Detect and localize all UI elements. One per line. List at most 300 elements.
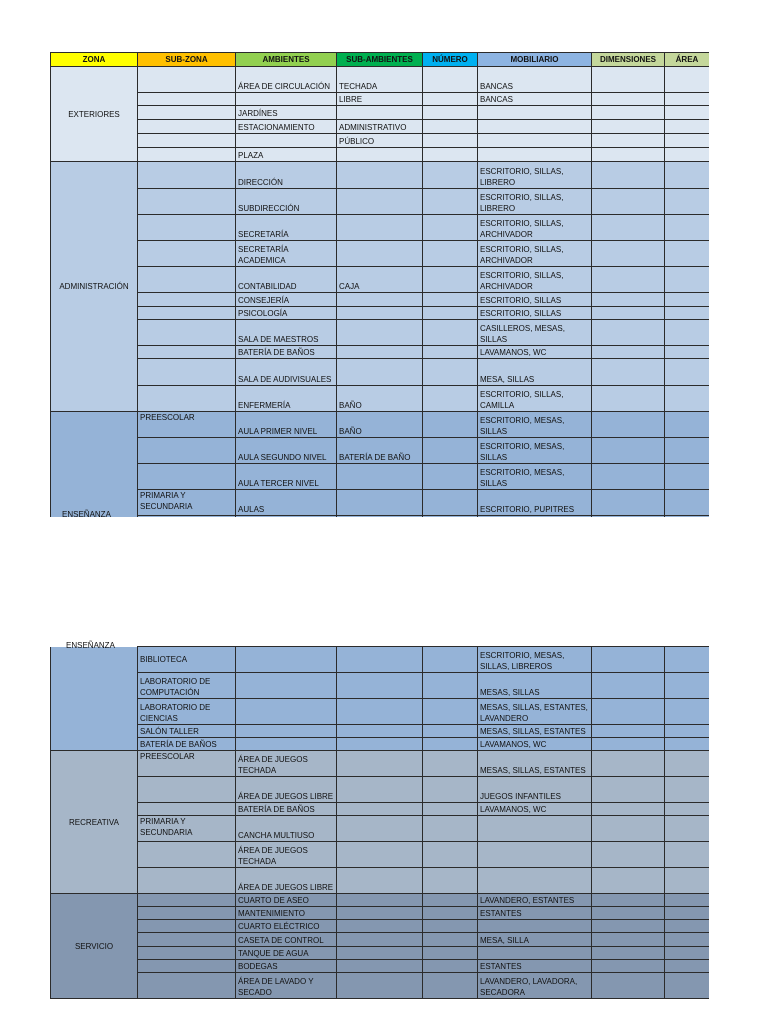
cell	[138, 920, 236, 933]
cell	[592, 699, 665, 725]
cell	[423, 189, 478, 215]
cell	[592, 267, 665, 293]
cell	[423, 307, 478, 320]
cell	[592, 973, 665, 999]
cell: ESCRITORIO, SILLAS, LIBRERO	[478, 162, 592, 189]
cell	[423, 215, 478, 241]
table-row	[51, 106, 710, 120]
program-table	[50, 52, 709, 517]
cell: BANCAS	[478, 93, 592, 106]
cell	[423, 699, 478, 725]
cell: ESCRITORIO, MESAS, SILLAS, LIBREROS	[478, 647, 592, 673]
cell	[423, 777, 478, 803]
table-row	[51, 267, 710, 293]
cell: CONTABILIDAD	[236, 267, 337, 293]
cell: CANCHA MULTIUSO	[236, 816, 337, 842]
cell	[138, 93, 236, 106]
cell: ÁREA DE JUEGOS LIBRE	[236, 868, 337, 894]
cell: TECHADA	[337, 67, 423, 93]
cell	[423, 933, 478, 947]
table-row	[51, 933, 710, 947]
cell	[138, 868, 236, 894]
table-row	[51, 751, 710, 777]
table-page-2	[50, 639, 709, 1006]
cell	[423, 842, 478, 868]
cell	[423, 148, 478, 162]
cell	[592, 359, 665, 386]
cell	[592, 134, 665, 148]
cell: MESA, SILLA	[478, 933, 592, 947]
cell: AULA PRIMER NIVEL	[236, 412, 337, 438]
cell	[592, 307, 665, 320]
cell	[665, 307, 710, 320]
cell: ESCRITORIO, SILLAS, LIBRERO	[478, 189, 592, 215]
cell	[138, 438, 236, 464]
cell	[665, 267, 710, 293]
cell: MANTENIMIENTO	[236, 907, 337, 920]
cell: LAVANDERO, LAVADORA, SECADORA	[478, 973, 592, 999]
cell	[665, 725, 710, 738]
cell	[138, 148, 236, 162]
cell	[423, 920, 478, 933]
cell	[423, 106, 478, 120]
cell	[592, 516, 665, 518]
header-row	[51, 53, 710, 67]
cell	[478, 134, 592, 148]
cell	[138, 516, 236, 518]
cell	[478, 868, 592, 894]
cell: MESA, SILLAS	[478, 359, 592, 386]
table-row	[51, 189, 710, 215]
cell: ÁREA DE CIRCULACIÓN	[236, 67, 337, 93]
cell: JUEGOS INFANTILES	[478, 777, 592, 803]
cell	[337, 490, 423, 516]
zone-cell: ADMINISTRACIÓN	[51, 162, 138, 412]
header-numero: NÚMERO	[423, 53, 478, 67]
table-row	[51, 307, 710, 320]
cell	[337, 933, 423, 947]
cell	[665, 293, 710, 307]
cell	[337, 241, 423, 267]
cell	[592, 293, 665, 307]
cell	[138, 907, 236, 920]
cell	[423, 973, 478, 999]
table-row	[51, 907, 710, 920]
cell	[665, 907, 710, 920]
cell	[592, 438, 665, 464]
cell: BODEGAS	[236, 960, 337, 973]
cell	[423, 134, 478, 148]
table-row	[51, 803, 710, 816]
table-row	[51, 67, 710, 93]
cell	[423, 359, 478, 386]
cell	[665, 134, 710, 148]
cell	[592, 842, 665, 868]
table-row	[51, 120, 710, 134]
cell: ENFERMERÍA	[236, 386, 337, 412]
cell	[337, 106, 423, 120]
cell	[337, 699, 423, 725]
cell: SECRETARÍA ACADEMICA	[236, 241, 337, 267]
cell	[592, 106, 665, 120]
cell	[236, 673, 337, 699]
cell	[665, 673, 710, 699]
cell	[592, 148, 665, 162]
cell	[423, 490, 478, 516]
table-row	[51, 162, 710, 189]
cell	[592, 189, 665, 215]
cell	[236, 516, 337, 518]
cell	[592, 647, 665, 673]
cell	[592, 346, 665, 359]
table-row	[51, 868, 710, 894]
table-row	[51, 215, 710, 241]
table-row	[51, 842, 710, 868]
cell: LABORATORIO DE CIENCIAS	[138, 699, 236, 725]
cell	[236, 134, 337, 148]
cell: ÁREA DE JUEGOS LIBRE	[236, 777, 337, 803]
header-sub-zona: SUB-ZONA	[138, 53, 236, 67]
cell	[665, 803, 710, 816]
cell	[592, 868, 665, 894]
cell: MESAS, SILLAS, ESTANTES	[478, 751, 592, 777]
header-dimensiones: DIMENSIONES	[592, 53, 665, 67]
cell: PREESCOLAR	[138, 412, 236, 438]
cell	[592, 947, 665, 960]
cell	[592, 241, 665, 267]
cell: PREESCOLAR	[138, 751, 236, 777]
cell	[138, 189, 236, 215]
cell	[337, 842, 423, 868]
cell: DIRECCIÓN	[236, 162, 337, 189]
cell	[665, 947, 710, 960]
cell	[665, 842, 710, 868]
cell: MESAS, SILLAS, ESTANTES	[478, 725, 592, 738]
cell	[337, 947, 423, 960]
cell	[665, 67, 710, 93]
cell: LABORATORIO DE COMPUTACIÓN	[138, 673, 236, 699]
cell: SECRETARÍA	[236, 215, 337, 241]
cell	[592, 960, 665, 973]
cell	[592, 162, 665, 189]
table-row	[51, 673, 710, 699]
cell	[592, 738, 665, 751]
table-row	[51, 647, 710, 673]
table-row	[51, 894, 710, 907]
cell	[665, 148, 710, 162]
cell	[592, 933, 665, 947]
cell	[337, 803, 423, 816]
cell	[423, 738, 478, 751]
header-zona: ZONA	[51, 53, 138, 67]
cell	[665, 120, 710, 134]
cell: PÚBLICO	[337, 134, 423, 148]
cell	[592, 464, 665, 490]
table-row	[51, 93, 710, 106]
cell	[592, 93, 665, 106]
table-row	[51, 464, 710, 490]
cell	[665, 933, 710, 947]
cell	[592, 320, 665, 346]
table-row	[51, 346, 710, 359]
table-row	[51, 241, 710, 267]
cell	[138, 307, 236, 320]
cell: AULA SEGUNDO NIVEL	[236, 438, 337, 464]
cell	[236, 725, 337, 738]
table-row	[51, 920, 710, 933]
header-ambientes: AMBIENTES	[236, 53, 337, 67]
cell	[423, 93, 478, 106]
table-row	[51, 148, 710, 162]
cell: ÁREA DE LAVADO Y SECADO	[236, 973, 337, 999]
cell: LAVAMANOS, WC	[478, 346, 592, 359]
header-mobiliario: MOBILIARIO	[478, 53, 592, 67]
table-row	[51, 516, 710, 518]
cell: SALÓN TALLER	[138, 725, 236, 738]
cell: CUARTO ELÉCTRICO	[236, 920, 337, 933]
cell	[337, 162, 423, 189]
cell	[337, 725, 423, 738]
cell	[665, 438, 710, 464]
table-row	[51, 725, 710, 738]
cell: BATERÍA DE BAÑOS	[236, 346, 337, 359]
cell: BATERÍA DE BAÑO	[337, 438, 423, 464]
cell	[592, 894, 665, 907]
cell	[423, 267, 478, 293]
cell: BAÑO	[337, 386, 423, 412]
cell	[337, 960, 423, 973]
cell	[665, 241, 710, 267]
cell	[337, 751, 423, 777]
cell: LAVANDERO, ESTANTES	[478, 894, 592, 907]
table-row	[51, 699, 710, 725]
table-row	[51, 412, 710, 438]
cell	[236, 647, 337, 673]
table-row	[51, 438, 710, 464]
cell	[665, 868, 710, 894]
cell	[138, 960, 236, 973]
cell: BAÑO	[337, 412, 423, 438]
cell	[423, 751, 478, 777]
table-row	[51, 947, 710, 960]
cell	[423, 438, 478, 464]
cell: CASILLEROS, MESAS, SILLAS	[478, 320, 592, 346]
header-area: ÁREA	[665, 53, 710, 67]
cell	[138, 947, 236, 960]
cell: CASETA DE CONTROL	[236, 933, 337, 947]
cell	[592, 907, 665, 920]
cell	[138, 933, 236, 947]
cell	[665, 516, 710, 518]
cell	[138, 267, 236, 293]
cell	[592, 816, 665, 842]
cell	[423, 346, 478, 359]
cell: LAVAMANOS, WC	[478, 738, 592, 751]
cell	[592, 751, 665, 777]
cell	[337, 673, 423, 699]
cell	[423, 293, 478, 307]
table-row	[51, 293, 710, 307]
cell	[337, 868, 423, 894]
table-page-1	[50, 52, 709, 517]
cell	[337, 738, 423, 751]
table-row	[51, 320, 710, 346]
table-row	[51, 816, 710, 842]
cell: CUARTO DE ASEO	[236, 894, 337, 907]
cell	[592, 725, 665, 738]
cell	[592, 490, 665, 516]
cell	[665, 699, 710, 725]
cell	[592, 777, 665, 803]
cell: TANQUE DE AGUA	[236, 947, 337, 960]
table-row	[51, 134, 710, 148]
cell: BATERÍA DE BAÑOS	[236, 803, 337, 816]
cell	[665, 751, 710, 777]
cell	[478, 842, 592, 868]
cell	[665, 359, 710, 386]
cell	[665, 93, 710, 106]
cell: LAVAMANOS, WC	[478, 803, 592, 816]
cell	[236, 93, 337, 106]
cell	[337, 647, 423, 673]
cell	[592, 120, 665, 134]
cell	[423, 803, 478, 816]
table-row	[51, 960, 710, 973]
cell	[665, 960, 710, 973]
cell	[138, 67, 236, 93]
cell	[337, 359, 423, 386]
zone-cell: EXTERIORES	[51, 67, 138, 162]
cell	[665, 320, 710, 346]
cell	[665, 386, 710, 412]
cell: ESCRITORIO, SILLAS, ARCHIVADOR	[478, 267, 592, 293]
cell	[423, 162, 478, 189]
cell	[138, 134, 236, 148]
cell: ESCRITORIO, SILLAS, CAMILLA	[478, 386, 592, 412]
cell	[423, 894, 478, 907]
cell: ESCRITORIO, SILLAS, ARCHIVADOR	[478, 241, 592, 267]
cell	[337, 894, 423, 907]
table-row	[51, 359, 710, 386]
cell	[138, 293, 236, 307]
table-row	[51, 777, 710, 803]
cell	[665, 189, 710, 215]
zone-cell-ensenanza	[51, 412, 138, 518]
cell	[665, 973, 710, 999]
cell: MESAS, SILLAS	[478, 673, 592, 699]
cell	[592, 673, 665, 699]
cell: SALA DE AUDIVISUALES	[236, 359, 337, 386]
cell	[592, 386, 665, 412]
cell: ESCRITORIO, SILLAS, ARCHIVADOR	[478, 215, 592, 241]
cell: PRIMARIA Y SECUNDARIA	[138, 490, 236, 516]
cell	[665, 464, 710, 490]
cell: ESTACIONAMIENTO	[236, 120, 337, 134]
cell	[423, 412, 478, 438]
cell: ESCRITORIO, MESAS, SILLAS	[478, 438, 592, 464]
cell: AULA TERCER NIVEL	[236, 464, 337, 490]
cell	[423, 907, 478, 920]
cell	[337, 920, 423, 933]
cell	[665, 894, 710, 907]
cell: MESAS, SILLAS, ESTANTES, LAVANDERO	[478, 699, 592, 725]
cell	[138, 464, 236, 490]
cell	[423, 120, 478, 134]
cell	[665, 346, 710, 359]
cell	[138, 359, 236, 386]
cell	[337, 346, 423, 359]
cell	[337, 189, 423, 215]
cell	[423, 947, 478, 960]
cell: PLAZA	[236, 148, 337, 162]
cell: ESCRITORIO, MESAS, SILLAS	[478, 412, 592, 438]
cell: PRIMARIA Y SECUNDARIA	[138, 816, 236, 842]
cell	[423, 816, 478, 842]
cell: ADMINISTRATIVO	[337, 120, 423, 134]
cell	[337, 148, 423, 162]
cell	[236, 738, 337, 751]
cell	[478, 148, 592, 162]
cell	[478, 120, 592, 134]
table-row	[51, 973, 710, 999]
cell	[337, 973, 423, 999]
cell: BANCAS	[478, 67, 592, 93]
cell	[138, 777, 236, 803]
cell	[138, 241, 236, 267]
cell: ÁREA DE JUEGOS TECHADA	[236, 842, 337, 868]
header-sub-ambientes: SUB-AMBIENTES	[337, 53, 423, 67]
cell	[138, 215, 236, 241]
cell	[665, 162, 710, 189]
cell: BIBLIOTECA	[138, 647, 236, 673]
cell	[138, 894, 236, 907]
zone-cell: RECREATIVA	[51, 751, 138, 894]
cell	[337, 307, 423, 320]
cell: CAJA	[337, 267, 423, 293]
cell: ESTANTES	[478, 907, 592, 920]
cell	[337, 464, 423, 490]
cell	[138, 162, 236, 189]
cell	[665, 647, 710, 673]
zone-label-ensenanza-2: ENSEÑANZA	[66, 641, 115, 650]
cell: CONSEJERÍA	[236, 293, 337, 307]
cell	[423, 464, 478, 490]
program-table-continued	[50, 646, 709, 999]
cell	[423, 647, 478, 673]
cell	[592, 803, 665, 816]
cell	[665, 920, 710, 933]
cell	[337, 516, 423, 518]
cell	[423, 960, 478, 973]
cell	[665, 490, 710, 516]
cell: ESTANTES	[478, 960, 592, 973]
cell: JARDÍNES	[236, 106, 337, 120]
cell	[478, 106, 592, 120]
zone-cell: SERVICIO	[51, 894, 138, 999]
cell	[665, 777, 710, 803]
cell	[138, 842, 236, 868]
cell	[337, 777, 423, 803]
cell	[478, 947, 592, 960]
cell	[478, 920, 592, 933]
cell	[423, 386, 478, 412]
cell	[138, 106, 236, 120]
cell	[592, 67, 665, 93]
cell	[337, 816, 423, 842]
cell	[423, 673, 478, 699]
cell	[592, 412, 665, 438]
table-row	[51, 738, 710, 751]
